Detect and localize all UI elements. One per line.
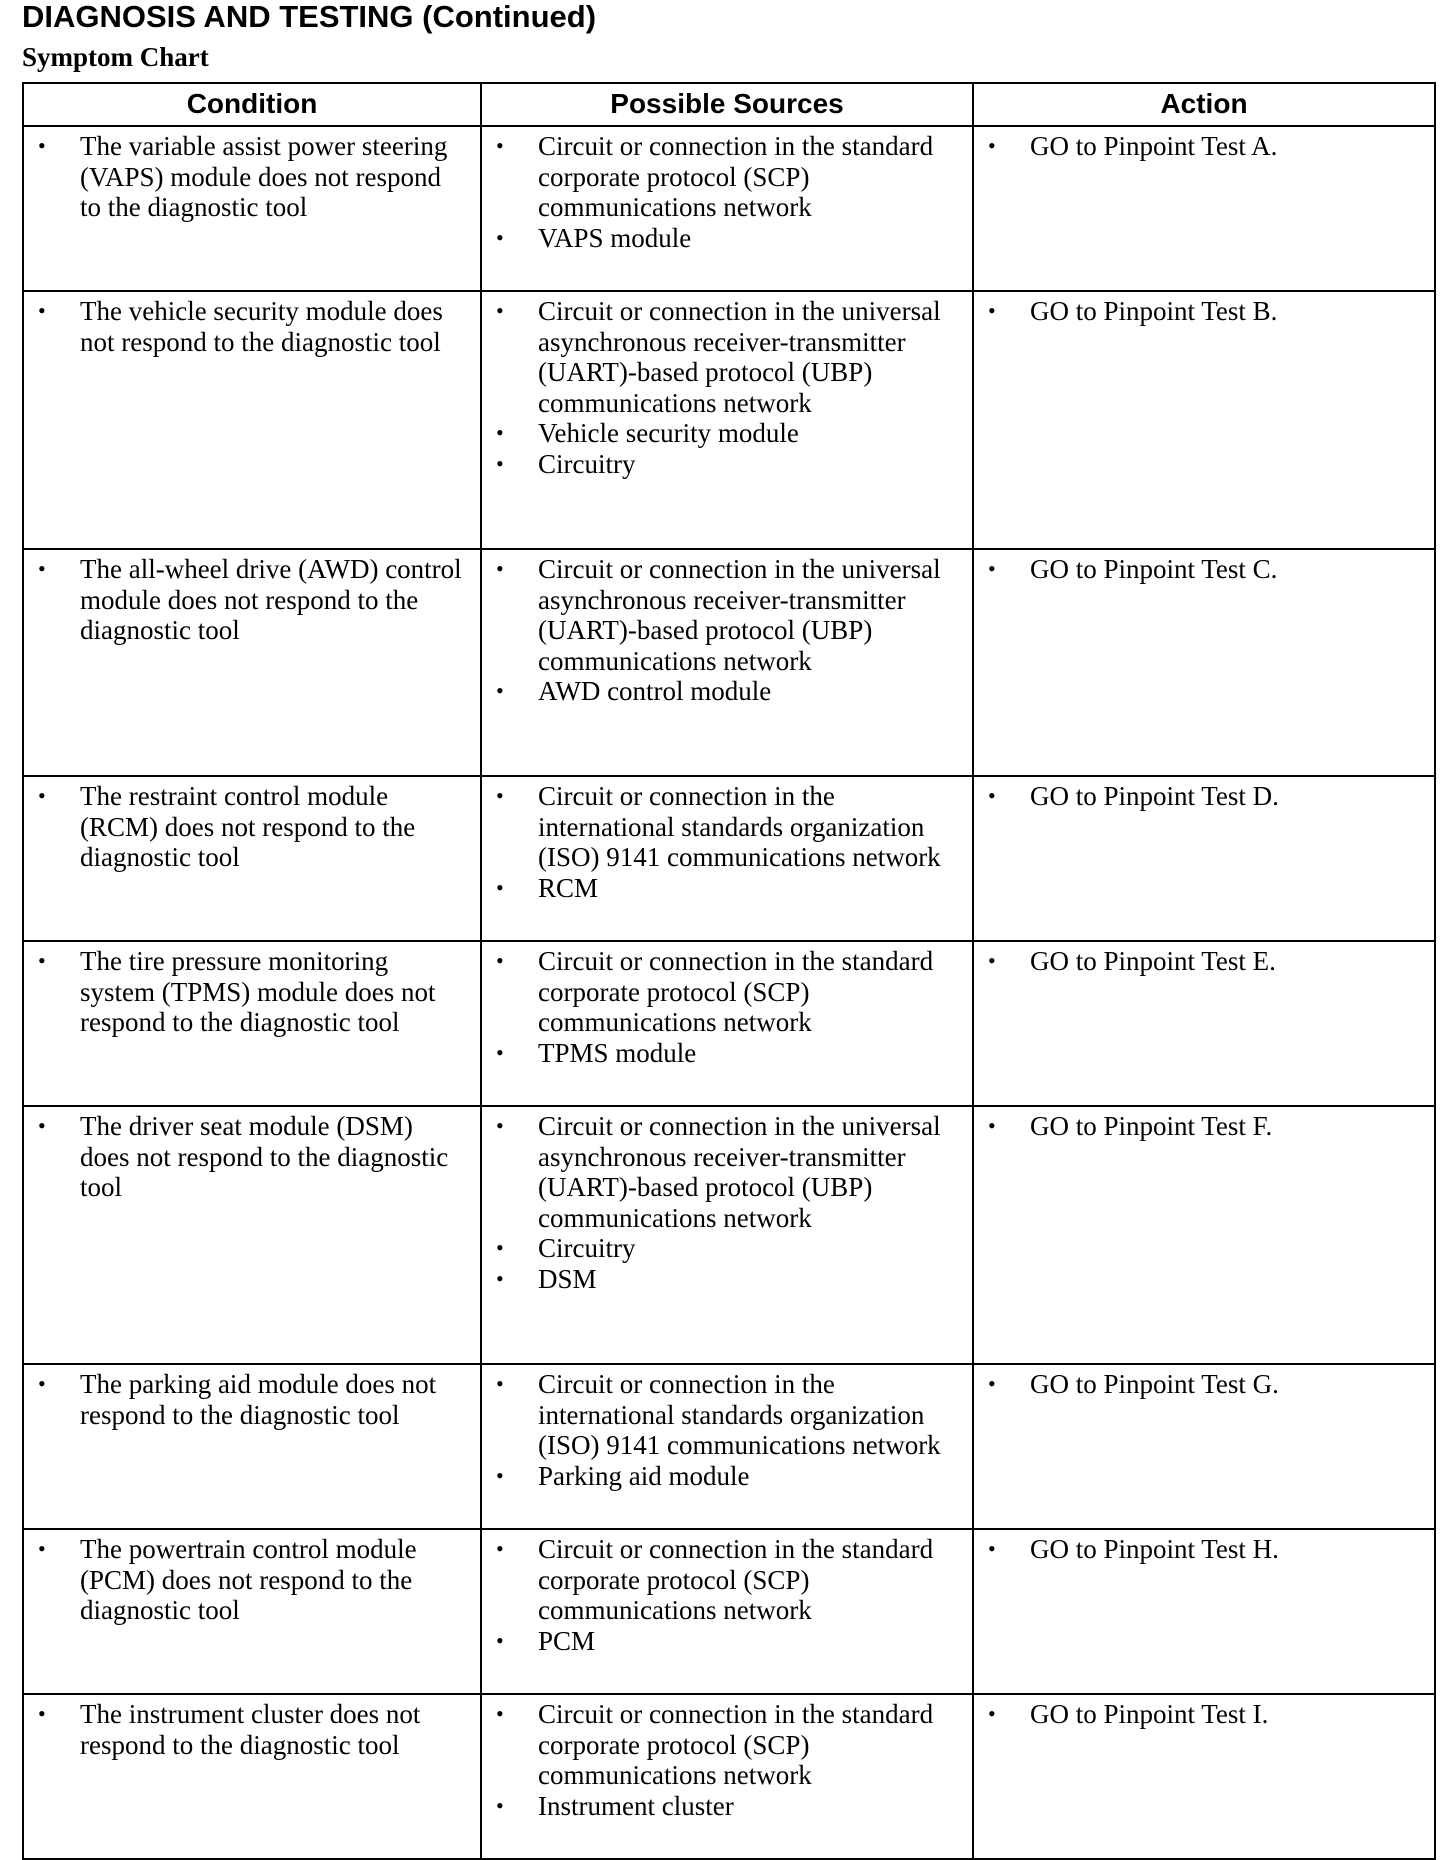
possible-source-item: • TPMS module — [496, 1038, 958, 1069]
possible-sources-list — [496, 781, 958, 903]
possible-sources-list — [496, 296, 958, 480]
condition-cell — [23, 1529, 481, 1694]
chart-title: Symptom Chart — [22, 42, 209, 72]
possible-source-item: • AWD control module — [496, 676, 958, 707]
table-row — [23, 1694, 1435, 1859]
possible-source-item: • Circuit or connection in the standard corporate protocol (SCP) communications network — [496, 946, 958, 1038]
condition-cell — [23, 1694, 481, 1859]
table-row — [23, 549, 1435, 776]
table-row — [23, 126, 1435, 291]
table-row — [23, 291, 1435, 549]
possible-source-item: • Circuit or connection in the standard corporate protocol (SCP) communications network — [496, 131, 958, 223]
action-list — [988, 781, 1420, 812]
possible-sources-cell — [481, 776, 973, 941]
possible-sources-list — [496, 131, 958, 253]
condition-cell — [23, 776, 481, 941]
condition-text: • The all-wheel drive (AWD) control module does not respond to the diagnostic tool — [38, 554, 466, 646]
possible-source-item: • Circuitry — [496, 1233, 958, 1264]
possible-sources-cell — [481, 1529, 973, 1694]
table-row — [23, 1106, 1435, 1364]
action-cell — [973, 1694, 1435, 1859]
symptom-chart-table — [22, 82, 1436, 1860]
possible-source-item: • RCM — [496, 873, 958, 904]
condition-list — [38, 1699, 466, 1760]
action-text: • GO to Pinpoint Test B. — [988, 296, 1420, 327]
possible-sources-cell — [481, 126, 973, 291]
condition-list — [38, 781, 466, 873]
condition-cell — [23, 941, 481, 1106]
action-list — [988, 1699, 1420, 1730]
action-list — [988, 1111, 1420, 1142]
possible-source-item: • Circuit or connection in the universal asynchronous receiver-transmitter (UART)-based protocol (UBP) communications network — [496, 554, 958, 676]
possible-sources-list — [496, 1699, 958, 1821]
action-cell — [973, 1364, 1435, 1529]
action-text: • GO to Pinpoint Test I. — [988, 1699, 1420, 1730]
action-list — [988, 1534, 1420, 1565]
action-text: • GO to Pinpoint Test H. — [988, 1534, 1420, 1565]
table-row — [23, 776, 1435, 941]
section-heading: DIAGNOSIS AND TESTING (Continued) — [22, 0, 597, 34]
possible-sources-list — [496, 1111, 958, 1295]
action-text: • GO to Pinpoint Test F. — [988, 1111, 1420, 1142]
column-header-possible-sources: Possible Sources — [481, 83, 973, 126]
possible-source-item: • Circuit or connection in the universal asynchronous receiver-transmitter (UART)-based protocol (UBP) communications network — [496, 296, 958, 418]
column-header-condition: Condition — [23, 83, 481, 126]
action-list — [988, 554, 1420, 585]
action-text: • GO to Pinpoint Test A. — [988, 131, 1420, 162]
possible-sources-list — [496, 946, 958, 1068]
possible-sources-list — [496, 1534, 958, 1656]
possible-source-item: • Circuit or connection in the international standards organization (ISO) 9141 communications network — [496, 781, 958, 873]
document-page — [22, 0, 1434, 1821]
condition-text: • The restraint control module (RCM) does not respond to the diagnostic tool — [38, 781, 466, 873]
action-cell — [973, 126, 1435, 291]
action-text: • GO to Pinpoint Test E. — [988, 946, 1420, 977]
condition-list — [38, 296, 466, 357]
action-list — [988, 296, 1420, 327]
condition-list — [38, 554, 466, 646]
condition-text: • The instrument cluster does not respond to the diagnostic tool — [38, 1699, 466, 1760]
condition-cell — [23, 1106, 481, 1364]
possible-source-item: • PCM — [496, 1626, 958, 1657]
condition-list — [38, 131, 466, 223]
condition-text: • The tire pressure monitoring system (TPMS) module does not respond to the diagnostic tool — [38, 946, 466, 1038]
table-row — [23, 941, 1435, 1106]
possible-sources-cell — [481, 941, 973, 1106]
table-row — [23, 1364, 1435, 1529]
possible-sources-cell — [481, 549, 973, 776]
possible-source-item: • Circuit or connection in the standard corporate protocol (SCP) communications network — [496, 1534, 958, 1626]
action-list — [988, 946, 1420, 977]
condition-cell — [23, 1364, 481, 1529]
possible-sources-cell — [481, 1364, 973, 1529]
table-body — [23, 126, 1435, 1859]
possible-source-item: • Parking aid module — [496, 1461, 958, 1492]
possible-source-item: • Instrument cluster — [496, 1791, 958, 1822]
action-cell — [973, 291, 1435, 549]
possible-sources-cell — [481, 1694, 973, 1859]
possible-sources-list — [496, 554, 958, 707]
condition-list — [38, 1369, 466, 1430]
possible-source-item: • DSM — [496, 1264, 958, 1295]
possible-source-item: • Vehicle security module — [496, 418, 958, 449]
table-row — [23, 1529, 1435, 1694]
action-text: • GO to Pinpoint Test C. — [988, 554, 1420, 585]
possible-source-item: • Circuit or connection in the international standards organization (ISO) 9141 communications network — [496, 1369, 958, 1461]
action-cell — [973, 941, 1435, 1106]
possible-source-item: • Circuit or connection in the universal asynchronous receiver-transmitter (UART)-based protocol (UBP) communications network — [496, 1111, 958, 1233]
possible-sources-list — [496, 1369, 958, 1491]
condition-cell — [23, 291, 481, 549]
condition-text: • The parking aid module does not respond to the diagnostic tool — [38, 1369, 466, 1430]
possible-source-item: • Circuit or connection in the standard corporate protocol (SCP) communications network — [496, 1699, 958, 1791]
action-cell — [973, 1106, 1435, 1364]
possible-source-item: • Circuitry — [496, 449, 958, 480]
possible-sources-cell — [481, 1106, 973, 1364]
condition-text: • The vehicle security module does not respond to the diagnostic tool — [38, 296, 466, 357]
condition-cell — [23, 549, 481, 776]
column-header-action: Action — [973, 83, 1435, 126]
condition-text: • The powertrain control module (PCM) does not respond to the diagnostic tool — [38, 1534, 466, 1626]
action-cell — [973, 549, 1435, 776]
condition-text: • The variable assist power steering (VAPS) module does not respond to the diagnostic tool — [38, 131, 466, 223]
condition-list — [38, 1111, 466, 1203]
table-header-row — [23, 83, 1435, 126]
action-list — [988, 131, 1420, 162]
possible-sources-cell — [481, 291, 973, 549]
action-list — [988, 1369, 1420, 1400]
action-cell — [973, 1529, 1435, 1694]
action-cell — [973, 776, 1435, 941]
action-text: • GO to Pinpoint Test D. — [988, 781, 1420, 812]
action-text: • GO to Pinpoint Test G. — [988, 1369, 1420, 1400]
condition-list — [38, 1534, 466, 1626]
condition-cell — [23, 126, 481, 291]
possible-source-item: • VAPS module — [496, 223, 958, 254]
condition-list — [38, 946, 466, 1038]
condition-text: • The driver seat module (DSM) does not respond to the diagnostic tool — [38, 1111, 466, 1203]
